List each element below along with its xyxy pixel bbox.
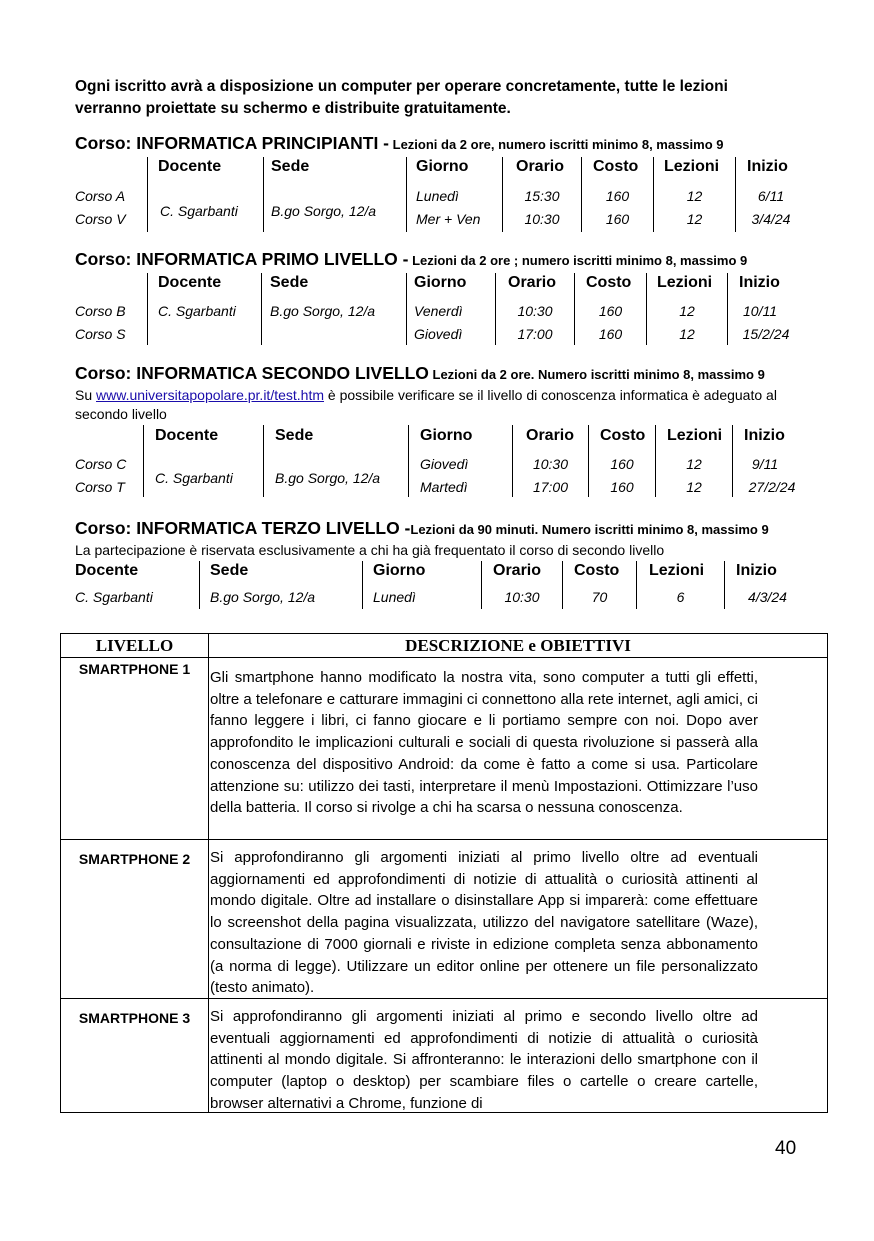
course3-header-inizio: Inizio bbox=[744, 427, 785, 444]
course2-row2-orario: 17:00 bbox=[517, 326, 553, 342]
course2-row1-corso: Corso B bbox=[75, 303, 126, 319]
course3-row2-inizio: 27/2/24 bbox=[748, 479, 796, 495]
course2-header-lezioni: Lezioni bbox=[657, 274, 713, 291]
course2-title-text: Corso: INFORMATICA PRIMO LIVELLO - bbox=[75, 249, 409, 269]
course2-title bbox=[75, 249, 747, 270]
course3-title-text: Corso: INFORMATICA SECONDO LIVELLO bbox=[75, 363, 429, 383]
test-link[interactable]: www.universitapopolare.pr.it/test.htm bbox=[96, 387, 325, 403]
course1-docente: C. Sgarbanti bbox=[160, 203, 238, 219]
course3-row2-orario: 17:00 bbox=[532, 479, 569, 495]
course2-header-sede: Sede bbox=[270, 274, 309, 291]
course4-costo: 70 bbox=[591, 589, 608, 605]
course2-row2-lezioni: 12 bbox=[679, 326, 695, 342]
course4-header-orario: Orario bbox=[493, 562, 542, 579]
course3-row1-giorno: Giovedì bbox=[420, 456, 469, 472]
course2-subtitle: Lezioni da 2 ore ; numero iscritti minimo 8, massimo 9 bbox=[408, 253, 748, 268]
course1-sede: B.go Sorgo, 12/a bbox=[271, 203, 377, 219]
course4-orario: 10:30 bbox=[504, 589, 540, 605]
course4-docente: C. Sgarbanti bbox=[75, 589, 153, 605]
course2-header-orario: Orario bbox=[508, 274, 557, 291]
course2-row2-giorno: Giovedì bbox=[414, 326, 463, 342]
course1-row1-orario: 15:30 bbox=[524, 188, 560, 204]
course2-sede: B.go Sorgo, 12/a bbox=[270, 303, 376, 319]
course3-row1-inizio: 9/11 bbox=[751, 456, 779, 472]
course3-row1-costo: 160 bbox=[610, 456, 634, 472]
level-smartphone-1: SMARTPHONE 1 bbox=[78, 661, 191, 677]
course3-row2-lezioni: 12 bbox=[686, 479, 702, 495]
course1-header-docente: Docente bbox=[158, 158, 222, 175]
course1-header-sede: Sede bbox=[271, 158, 310, 175]
course3-header-giorno: Giorno bbox=[420, 427, 473, 444]
table-header-descrizione: DESCRIZIONE e OBIETTIVI bbox=[405, 636, 631, 655]
course2-row1-inizio: 10/11 bbox=[743, 303, 777, 319]
course2-header-inizio: Inizio bbox=[739, 274, 780, 291]
course2-row1-costo: 160 bbox=[598, 303, 623, 319]
course3-row2-giorno: Martedì bbox=[420, 479, 468, 495]
course3-header-docente: Docente bbox=[155, 427, 219, 444]
course1-row1-costo: 160 bbox=[605, 188, 630, 204]
course3-title bbox=[75, 363, 765, 384]
course3-subtitle: Lezioni da 2 ore. Numero iscritti minimo 8, massimo 9 bbox=[428, 367, 765, 382]
course4-giorno: Lunedì bbox=[373, 589, 416, 605]
course3-row2-costo: 160 bbox=[610, 479, 634, 495]
course1-row2-costo: 160 bbox=[605, 211, 630, 227]
course4-inizio: 4/3/24 bbox=[748, 589, 787, 605]
level-smartphone-3: SMARTPHONE 3 bbox=[78, 1010, 191, 1026]
levels-table bbox=[60, 633, 828, 1113]
course1-title-text: Corso: INFORMATICA PRINCIPIANTI - bbox=[75, 133, 390, 153]
course1-row1-giorno: Lunedì bbox=[416, 188, 459, 204]
description-smartphone-2: Si approfondiranno gli argomenti iniziati al primo livello oltre ad eventuali aggiornamenti ed approfondimenti di notizie di attualità o curiosità attinenti al mondo digitale. Oltre ad installare o disinstallare App si imparerà: come effettuare lo screenshot della pagina visualizzata, utilizzo del navigatore satellitare (Waze), consultazione di 7000 giornali e riviste in edizione completa senza abbonamento (a norma di legge). Utilizzare un editor online per ottenere un file personalizzato (testo animato). bbox=[210, 849, 758, 997]
description-smartphone-3: Si approfondiranno gli argomenti iniziati al primo e secondo livello oltre ad eventuali aggiornamenti ed approfondimenti di notizie di attualità o curiosità attinenti al mondo digitale. Si affronteranno: le interazioni dello smartphone con il computer (laptop o desktop) per scambiare files o cartelle o creare cartelle, browser alternativi a Chrome, funzione di bbox=[210, 1008, 758, 1112]
course3-sede: B.go Sorgo, 12/a bbox=[275, 470, 381, 486]
course2-header-costo: Costo bbox=[586, 274, 632, 291]
course1-row2-corso: Corso V bbox=[75, 211, 126, 227]
course2-docente: C. Sgarbanti bbox=[158, 303, 236, 319]
course1-row2-inizio: 3/4/24 bbox=[751, 211, 791, 227]
course3-header-lezioni: Lezioni bbox=[667, 427, 723, 444]
course3-row2-corso: Corso T bbox=[75, 479, 125, 495]
intro-paragraph: Ogni iscritto avrà a disposizione un computer per operare concretamente, tutte le lezioni verranno proiettate su schermo e distribuite gratuitamente. bbox=[75, 78, 728, 117]
course1-header-inizio: Inizio bbox=[747, 158, 788, 175]
course2-row2-corso: Corso S bbox=[75, 326, 126, 342]
course4-header-inizio: Inizio bbox=[736, 562, 777, 579]
course1-row2-orario: 10:30 bbox=[524, 211, 560, 227]
course4-subtitle: Lezioni da 90 minuti. Numero iscritti minimo 8, massimo 9 bbox=[410, 522, 769, 537]
course1-title bbox=[75, 133, 724, 154]
course1-subtitle: Lezioni da 2 ore, numero iscritti minimo 8, massimo 9 bbox=[389, 137, 724, 152]
course1-row1-inizio: 6/11 bbox=[757, 188, 785, 204]
course3-row1-corso: Corso C bbox=[75, 456, 127, 472]
page-number: 40 bbox=[775, 1138, 797, 1159]
description-smartphone-1: Gli smartphone hanno modificato la nostra vita, sono computer a tutti gli effetti, oltre a telefonare e catturare immagini ci connettono alla rete internet, agli amici, ci fanno leggere i libri, ci fanno giocare e li portiamo sempre con noi. Dopo aver approfondito le implicazioni culturali e sociali di questa rivoluzione si passerà alla conoscenza del dispositivo Android: da come è fatto a come si usa. Particolare attenzione su: utilizzo dei tasti, interpretare il menù Impostazioni. Ottimizzare l’uso della batteria. Il corso si rivolge a chi ha scarsa o nessuna conoscenza. bbox=[210, 669, 758, 817]
course2-row2-inizio: 15/2/24 bbox=[742, 326, 790, 342]
course1-row1-lezioni: 12 bbox=[686, 188, 703, 204]
course4-header-costo: Costo bbox=[574, 562, 620, 579]
course2-header-giorno: Giorno bbox=[414, 274, 467, 291]
course1-header-lezioni: Lezioni bbox=[664, 158, 720, 175]
course4-header-giorno: Giorno bbox=[373, 562, 426, 579]
course4-title bbox=[75, 518, 769, 539]
course4-sede: B.go Sorgo, 12/a bbox=[210, 589, 316, 605]
course1-row1-corso: Corso A bbox=[75, 188, 126, 204]
course2-header-docente: Docente bbox=[158, 274, 222, 291]
course3-note: Su www.universitapopolare.pr.it/test.htm è possibile verificare se il livello di conoscenza informatica è adeguato al secondo livello bbox=[75, 387, 777, 422]
course2-row1-giorno: Venerdì bbox=[414, 303, 463, 319]
course3-header-costo: Costo bbox=[600, 427, 646, 444]
course3-header-sede: Sede bbox=[275, 427, 314, 444]
course3-row1-orario: 10:30 bbox=[532, 456, 569, 472]
course1-header-giorno: Giorno bbox=[416, 158, 469, 175]
course4-header-lezioni: Lezioni bbox=[649, 562, 705, 579]
course1-header-orario: Orario bbox=[516, 158, 565, 175]
course2-row1-orario: 10:30 bbox=[517, 303, 553, 319]
course2-row2-costo: 160 bbox=[598, 326, 623, 342]
course1-header-costo: Costo bbox=[593, 158, 639, 175]
course1-row2-lezioni: 12 bbox=[686, 211, 703, 227]
course4-note: La partecipazione è riservata esclusivamente a chi ha già frequentato il corso di secondo livello bbox=[75, 542, 665, 558]
course3-header-orario: Orario bbox=[526, 427, 575, 444]
course4-title-text: Corso: INFORMATICA TERZO LIVELLO - bbox=[75, 518, 411, 538]
table-header-livello: LIVELLO bbox=[95, 636, 174, 655]
course4-lezioni: 6 bbox=[676, 589, 685, 605]
level-smartphone-2: SMARTPHONE 2 bbox=[78, 851, 191, 867]
course2-row1-lezioni: 12 bbox=[679, 303, 695, 319]
course3-docente: C. Sgarbanti bbox=[155, 470, 233, 486]
course4-header-sede: Sede bbox=[210, 562, 249, 579]
course3-row1-lezioni: 12 bbox=[686, 456, 702, 472]
course1-row2-giorno: Mer + Ven bbox=[416, 211, 481, 227]
course4-header-docente: Docente bbox=[75, 562, 139, 579]
